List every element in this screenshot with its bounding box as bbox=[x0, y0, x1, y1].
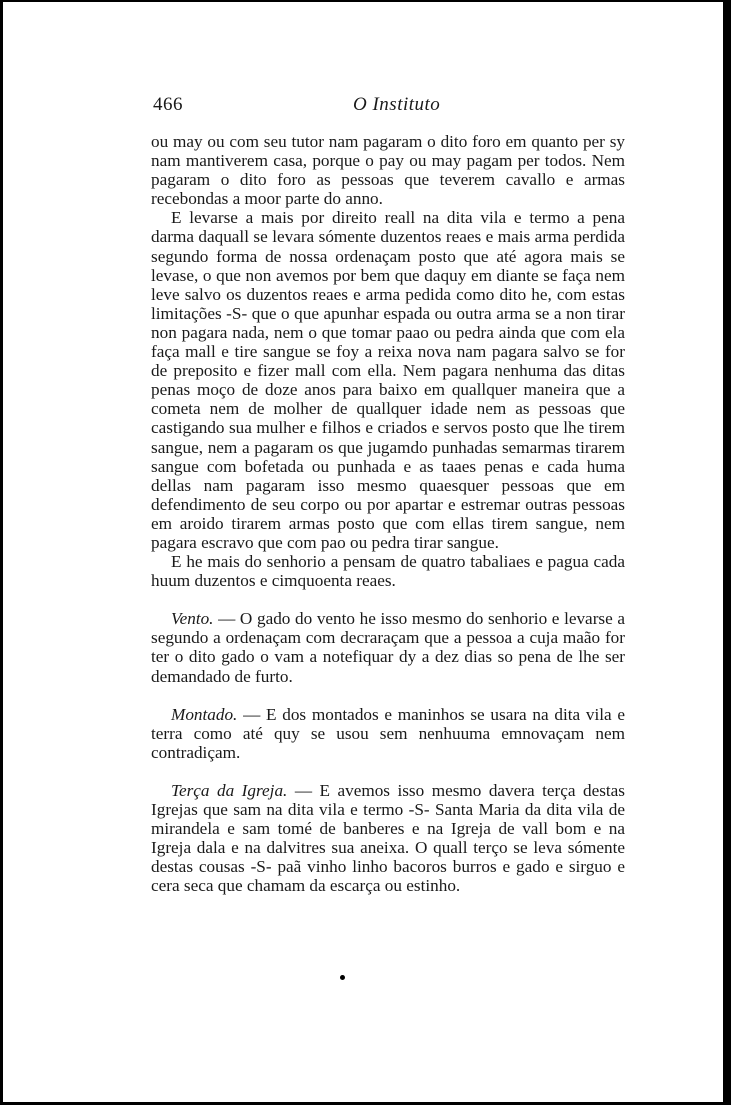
paragraph-continuation: ou may ou com seu tutor nam pagaram o dito foro em quanto per sy nam mantiverem casa, porque o pay ou may pagam per todos. Nem pagaram o dito foro as pessoas que teverem cavallo e armas recebondas a moor parte do anno. bbox=[151, 132, 625, 209]
page-number: 466 bbox=[153, 94, 183, 115]
page-body bbox=[151, 132, 625, 895]
scan-border-right bbox=[723, 0, 731, 1105]
section-text-montado: — E dos montados e maninhos se usara na dita vila e terra como até quy se usou sem nenhuuma emnovaçam nem contradiçam. bbox=[151, 704, 625, 762]
section-heading-montado: Montado. bbox=[171, 704, 238, 724]
ink-dot-mark bbox=[340, 975, 345, 980]
paragraph-pena-darma: E levarse a mais por direito reall na dita vila e termo a pena darma daquall se levara sómente duzentos reaes e mais arma perdida segundo forma de nossa ordenaçam posto que até agora mais se levase, o que non avemos por bem que daquy em diante se faça nem leve salvo os duzentos reaes e arma pedida como dito he, com estas limitações -S- que o que apunhar espada ou outra arma se a non tirar non pagara nada, nem o que tomar paao ou pedra ainda que com ela faça mall e tire sangue se foy a reixa nova nam pagara salvo se for de preposito e fizer mall com ella. Nem pagara nenhuma das ditas penas moço de doze anos para baixo em quallquer maneira que a cometa nem de molher de quallquer idade nem as pessoas que castigando sua mulher e filhos e criados e servos posto que lhe tirem sangue, nem a pagaram os que jugamdo punhadas semarmas tirarem sangue com bofetada ou punhada e as taaes penas e cada huma dellas nam pagaram isso mesmo quaesquer pessoas que em defendimento de seu corpo ou por apartar e estremar outras pessoas em aroido tirarem armas posto que com ellas tirem sangue, nem pagara escravo que com pao ou pedra tirar sangue. bbox=[151, 208, 625, 552]
section-heading-vento: Vento. bbox=[171, 609, 214, 629]
page-header bbox=[153, 94, 623, 118]
section-text-terca-da-igreja: — E avemos isso mesmo davera terça destas Igrejas que sam na dita vila e termo -S- Santa Maria da dita vila de mirandela e sam tomé de banberes e na Igreja de vall bom e na Igreja dala e na dalvitres sua aneixa. O quall terço se leva sómente destas cousas -S- paã vinho linho bacoros burros e gado e sirguo e cera seca que chamam da escarça ou estinho. bbox=[151, 780, 625, 896]
section-vento bbox=[151, 609, 625, 685]
section-montado bbox=[151, 705, 625, 762]
section-text-vento: — O gado do vento he isso mesmo do senhorio e levarse a segundo a ordenaçam com decraraçam que a pessoa a cuja maão for ter o dito gado o vam a notefiquar dy a dez dias so pena de lhe ser demandado de furto. bbox=[151, 609, 625, 686]
scan-border-left bbox=[0, 0, 3, 1105]
running-title: O Instituto bbox=[353, 94, 441, 115]
paragraph-tabaliaes: E he mais do senhorio a pensam de quatro tabaliaes e pagua cada huum duzentos e cimquoenta reaes. bbox=[151, 552, 625, 591]
section-heading-terca-da-igreja: Terça da Igreja. bbox=[171, 780, 288, 800]
section-terca-da-igreja bbox=[151, 781, 625, 896]
scan-border-top bbox=[0, 0, 731, 2]
